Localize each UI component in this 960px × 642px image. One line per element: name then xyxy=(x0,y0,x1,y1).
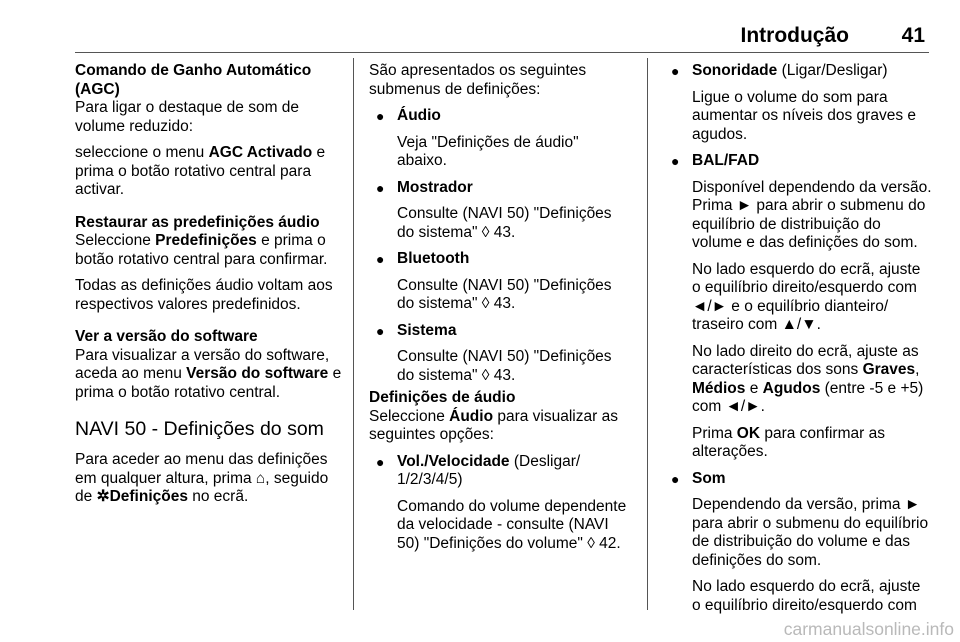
sonority-label: Sonoridade xyxy=(692,62,778,79)
text: , seguido de xyxy=(75,469,329,505)
ok-label: OK xyxy=(736,424,761,442)
bullet-icon: ● xyxy=(376,179,385,196)
item-text: Consulte (NAVI 50) "Definições do sistema" ◊ 43. xyxy=(397,276,612,312)
list-item-bal-fad xyxy=(664,152,932,462)
item-text: Disponível dependendo da versão. Prima ► para abrir o submenu do equilíbrio de distribuição do volume e das definições do som. xyxy=(692,178,932,251)
version-menu-label: Versão do software xyxy=(186,365,329,382)
text: e prima o botão rotativo central para activar. xyxy=(75,144,326,198)
text: Para visualizar a versão do software, aceda ao menu xyxy=(75,346,330,382)
audio-settings-heading: Definições de áudio xyxy=(369,389,516,406)
list-item-vol-speed xyxy=(369,453,631,554)
text: No lado direito do ecrã, ajuste as características dos sons xyxy=(692,342,919,378)
section-paragraph xyxy=(75,451,345,507)
settings-menu-label: Definições xyxy=(109,488,188,505)
bullet-icon: ● xyxy=(376,322,385,339)
item-text: Dependendo da versão, prima ► para abrir o submenu do equilíbrio de distribuição do volume e das definições do som. xyxy=(692,496,929,569)
item-label: Sistema xyxy=(397,321,457,339)
bullet-icon: ● xyxy=(376,453,385,470)
restore-heading: Restaurar as predefinições áudio xyxy=(75,213,320,231)
item-label: Áudio xyxy=(397,107,441,124)
page-number: 41 xyxy=(901,24,925,47)
text: para confirmar as alterações. xyxy=(692,424,885,460)
bullet-icon: ● xyxy=(671,470,680,487)
item-text: Veja "Definições de áudio" abaixo. xyxy=(397,133,579,169)
item-label xyxy=(397,453,631,490)
text: para visualizar as seguintes opções: xyxy=(369,407,618,443)
item-text xyxy=(692,425,932,462)
page-header xyxy=(75,24,929,52)
section-heading: NAVI 50 - Definições do som xyxy=(75,418,324,440)
text: Seleccione xyxy=(75,232,156,249)
item-label: Som xyxy=(692,469,726,487)
item-text xyxy=(692,343,932,417)
home-icon: ⌂ xyxy=(255,469,266,487)
restore-paragraph-2: Todas as definições áudio voltam aos respectivos valores predefinidos. xyxy=(75,277,333,313)
item-label: Mostrador xyxy=(397,178,473,196)
text: Seleccione xyxy=(369,407,450,425)
bullet-icon: ● xyxy=(671,153,680,169)
item-label xyxy=(692,62,932,81)
item-label: Bluetooth xyxy=(397,250,470,267)
column-1 xyxy=(75,62,345,507)
list-item-sound xyxy=(664,470,932,616)
treble-label: Agudos xyxy=(762,379,821,397)
bass-label: Graves xyxy=(862,361,916,378)
bullet-icon: ● xyxy=(376,108,385,124)
restore-paragraph-1 xyxy=(75,232,345,269)
agc-paragraph-1: Para ligar o destaque de som de volume reduzido: xyxy=(75,99,300,135)
version-paragraph xyxy=(75,347,345,403)
column-3 xyxy=(664,62,932,615)
item-text: Ligue o volume do som para aumentar os níveis dos graves e agudos. xyxy=(692,88,917,143)
audio-menu-label: Áudio xyxy=(449,407,494,425)
list-item-system xyxy=(369,322,631,386)
item-label: BAL/FAD xyxy=(692,152,760,169)
list-item-bluetooth xyxy=(369,250,631,314)
bullet-icon: ● xyxy=(671,63,680,79)
column-2 xyxy=(369,62,631,553)
text: Para aceder ao menu das definições em qualquer altura, prima xyxy=(75,451,328,487)
list-item-sonority xyxy=(664,62,932,144)
audio-settings-paragraph xyxy=(369,408,631,445)
agc-paragraph-2 xyxy=(75,144,345,200)
text: , xyxy=(915,361,920,378)
list-item-audio xyxy=(369,107,631,171)
header-rule xyxy=(75,52,929,53)
submenus-intro: São apresentados os seguintes submenus de definições: xyxy=(369,62,587,98)
text: e xyxy=(745,379,763,397)
text: (Ligar/Desligar) xyxy=(777,62,888,79)
text: (Desligar/ 1/2/3/4/5) xyxy=(397,452,581,488)
item-text: Comando do volume dependente da velocidade - consulte (NAVI 50) "Definições do volume" ◊ 42. xyxy=(397,497,627,552)
text: Prima xyxy=(692,424,737,442)
text: e prima o botão rotativo central para confirmar. xyxy=(75,232,328,268)
item-text: Consulte (NAVI 50) "Definições do sistema" ◊ 43. xyxy=(397,348,612,384)
defaults-menu-label: Predefinições xyxy=(155,232,257,249)
text: e prima o botão rotativo central. xyxy=(75,365,342,401)
list-item-display xyxy=(369,179,631,243)
header-title: Introdução xyxy=(740,24,849,47)
text: no ecrã. xyxy=(187,488,249,505)
vol-speed-label: Vol./Velocidade xyxy=(397,452,510,470)
gear-icon: ✲ xyxy=(96,488,110,505)
agc-heading: Comando de Ganho Automático (AGC) xyxy=(75,62,312,98)
watermark: carmanualsonline.info xyxy=(783,619,954,639)
column-divider-1 xyxy=(353,58,354,610)
item-text: No lado esquerdo do ecrã, ajuste o equilíbrio direito/esquerdo com xyxy=(692,578,921,614)
bullet-icon: ● xyxy=(376,251,385,267)
mid-label: Médios xyxy=(692,379,746,397)
item-text: Consulte (NAVI 50) "Definições do sistema" ◊ 43. xyxy=(397,205,612,241)
text: seleccione o menu xyxy=(75,144,209,161)
column-divider-2 xyxy=(647,58,648,610)
version-heading: Ver a versão do software xyxy=(75,328,258,345)
text: (entre -5 e +5) com ◄/►. xyxy=(692,379,924,415)
agc-menu-label: AGC Activado xyxy=(208,144,313,161)
item-text: No lado esquerdo do ecrã, ajuste o equilíbrio direito/esquerdo com ◄/► e o equilíbrio dianteiro/ traseiro com ▲/▼. xyxy=(692,260,921,333)
